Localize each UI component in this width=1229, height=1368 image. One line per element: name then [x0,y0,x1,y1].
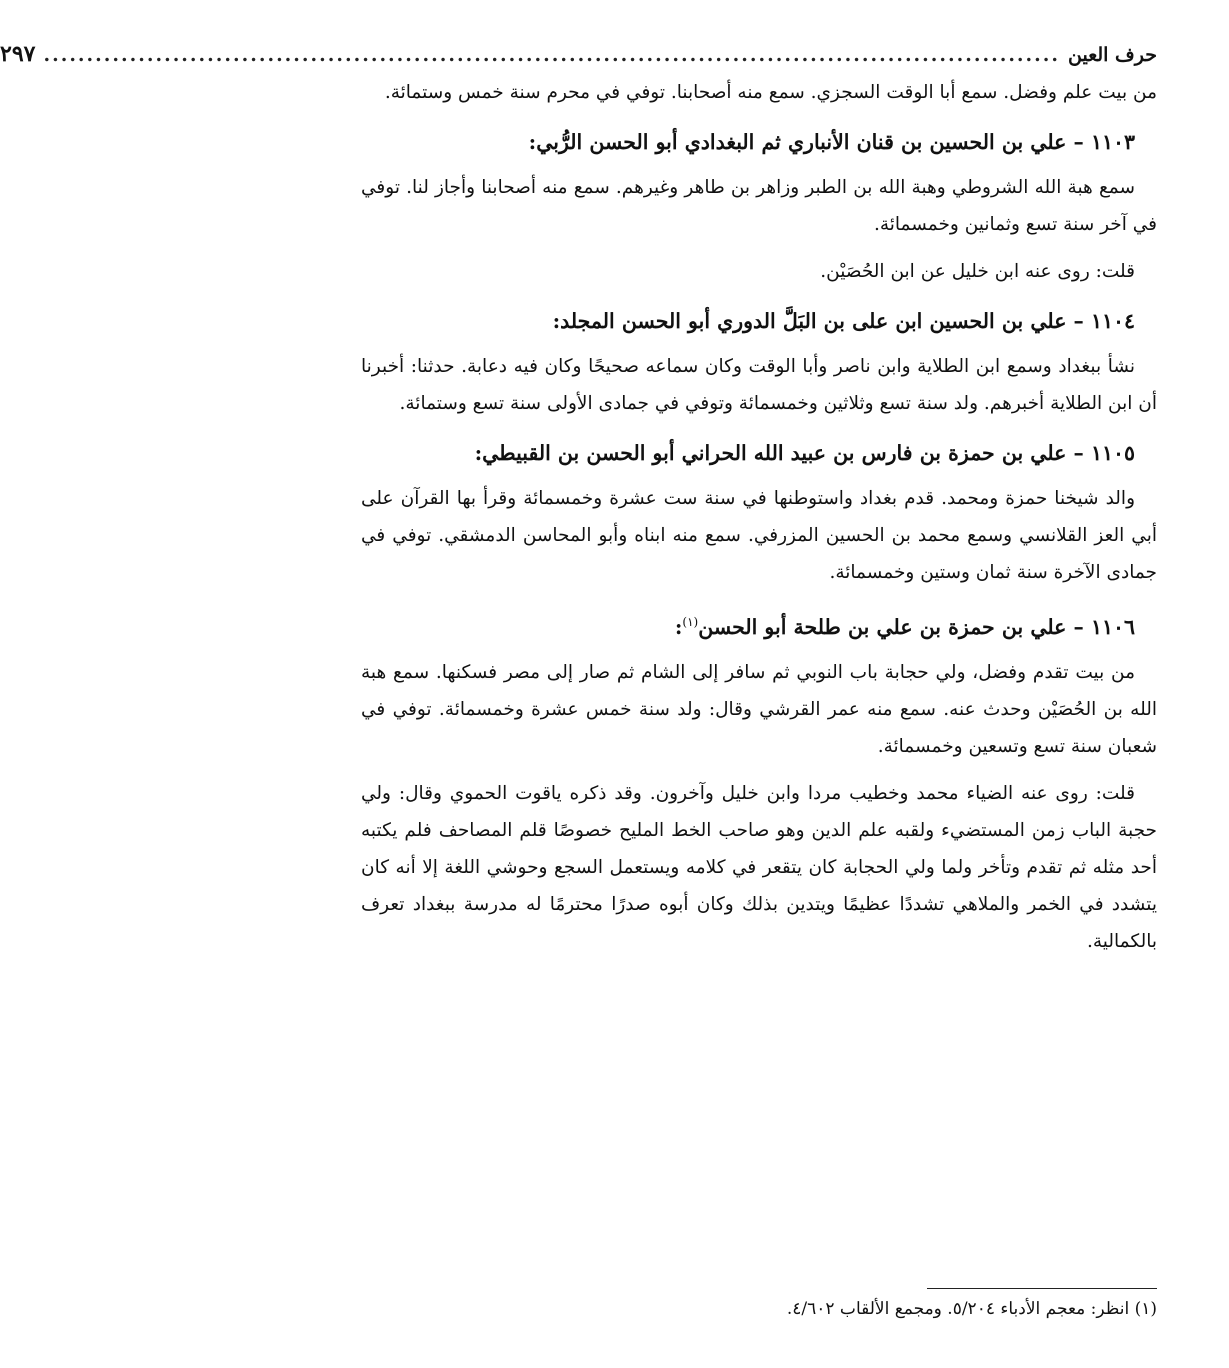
entry-heading-colon: : [674,614,683,639]
entry-1103 [361,121,1157,290]
entry-heading [361,601,1157,648]
running-header [0,34,1157,74]
entry-1106 [361,601,1157,960]
entry-heading: ١١٠٥ – علي بن حمزة بن فارس بن عبيد الله الحراني أبو الحسن بن القبيطي: [474,441,1135,465]
page-number: ٢٩٧ [0,41,36,67]
entry-paragraph: نشأ ببغداد وسمع ابن الطلاية وابن ناصر وأبا الوقت وكان سماعه صحيحًا وكان فيه دعابة. حدثنا: أخبرنا أن ابن الطلاية أخبرهم. ولد سنة تسع وثلاثين وخمسمائة وتوفي في جمادى الأولى سنة تسع وستمائة. [361,356,1157,414]
entry-1104 [361,300,1157,422]
footnote-reference: (١) [682,615,699,629]
page-body [0,34,1157,966]
footnote: (١) انظر: معجم الأدباء ٥/٢٠٤. ومجمع الألقاب ٤/٦٠٢. [786,1299,1157,1319]
entry-paragraph: والد شيخنا حمزة ومحمد. قدم بغداد واستوطنها في سنة ست عشرة وخمسمائة وقرأ بها القرآن على أبي العز القلانسي وسمع محمد بن الحسين المزرفي. سمع منه ابناه وأبو المحاسن الدمشقي. توفي في جمادى الآخرة سنة ثمان وستين وخمسمائة. [361,488,1157,583]
intro-paragraph: من بيت علم وفضل. سمع أبا الوقت السجزي. سمع منه أصحابنا. توفي في محرم سنة خمس وستمائة. [384,82,1157,103]
entry-paragraph: من بيت تقدم وفضل، ولي حجابة باب النوبي ثم سافر إلى الشام ثم صار إلى مصر فسكنها. سمع هبة الله بن الحُصَيْن وحدث عنه. سمع منه عمر القرشي وقال: ولد سنة خمس عشرة وخمسمائة. توفي في شعبان سنة تسع وتسعين وخمسمائة. [361,661,1157,757]
entry-paragraph: قلت: روى عنه ابن خليل عن ابن الحُصَيْن. [820,261,1135,282]
entry-heading: ١١٠٤ – علي بن الحسين ابن على بن البَلَّ الدوري أبو الحسن المجلد: [552,309,1135,333]
footnote-divider [927,1288,1157,1289]
section-title: حرف العين [1068,44,1157,66]
entry-heading-text: ١١٠٦ – علي بن حمزة بن علي بن طلحة أبو الحسن [698,614,1135,639]
entry-heading: ١١٠٣ – علي بن الحسين بن قنان الأنباري ثم البغدادي أبو الحسن الرُّبي: [528,130,1135,154]
intro-block [361,74,1157,111]
leader-dots: ...................................................................................................................... [43,44,1061,66]
entry-paragraph: قلت: روى عنه الضياء محمد وخطيب مردا وابن خليل وآخرون. وقد ذكره ياقوت الحموي وقال: ولي حجبة الباب زمن المستضيء ولقبه علم الدين وهو صاحب الخط المليح خصوصًا قلم المصاحف فلم يكتبه أحد مثله ثم تقدم وتأخر ولما ولي الحجابة كان يتقعر في كلامه ويستعمل السجع وحوشي اللغة إلا أنه كان يتشدد في الخمر والملاهي تشددًا عظيمًا ويتدين بذلك وكان أبوه صدرًا محترمًا له مدرسة ببغداد تعرف بالكمالية. [361,782,1157,952]
entry-paragraph: سمع هبة الله الشروطي وهبة الله بن الطبر وزاهر بن طاهر وغيرهم. سمع منه أصحابنا وأجاز لنا. توفي في آخر سنة تسع وثمانين وخمسمائة. [361,177,1157,235]
entry-1105 [361,432,1157,591]
